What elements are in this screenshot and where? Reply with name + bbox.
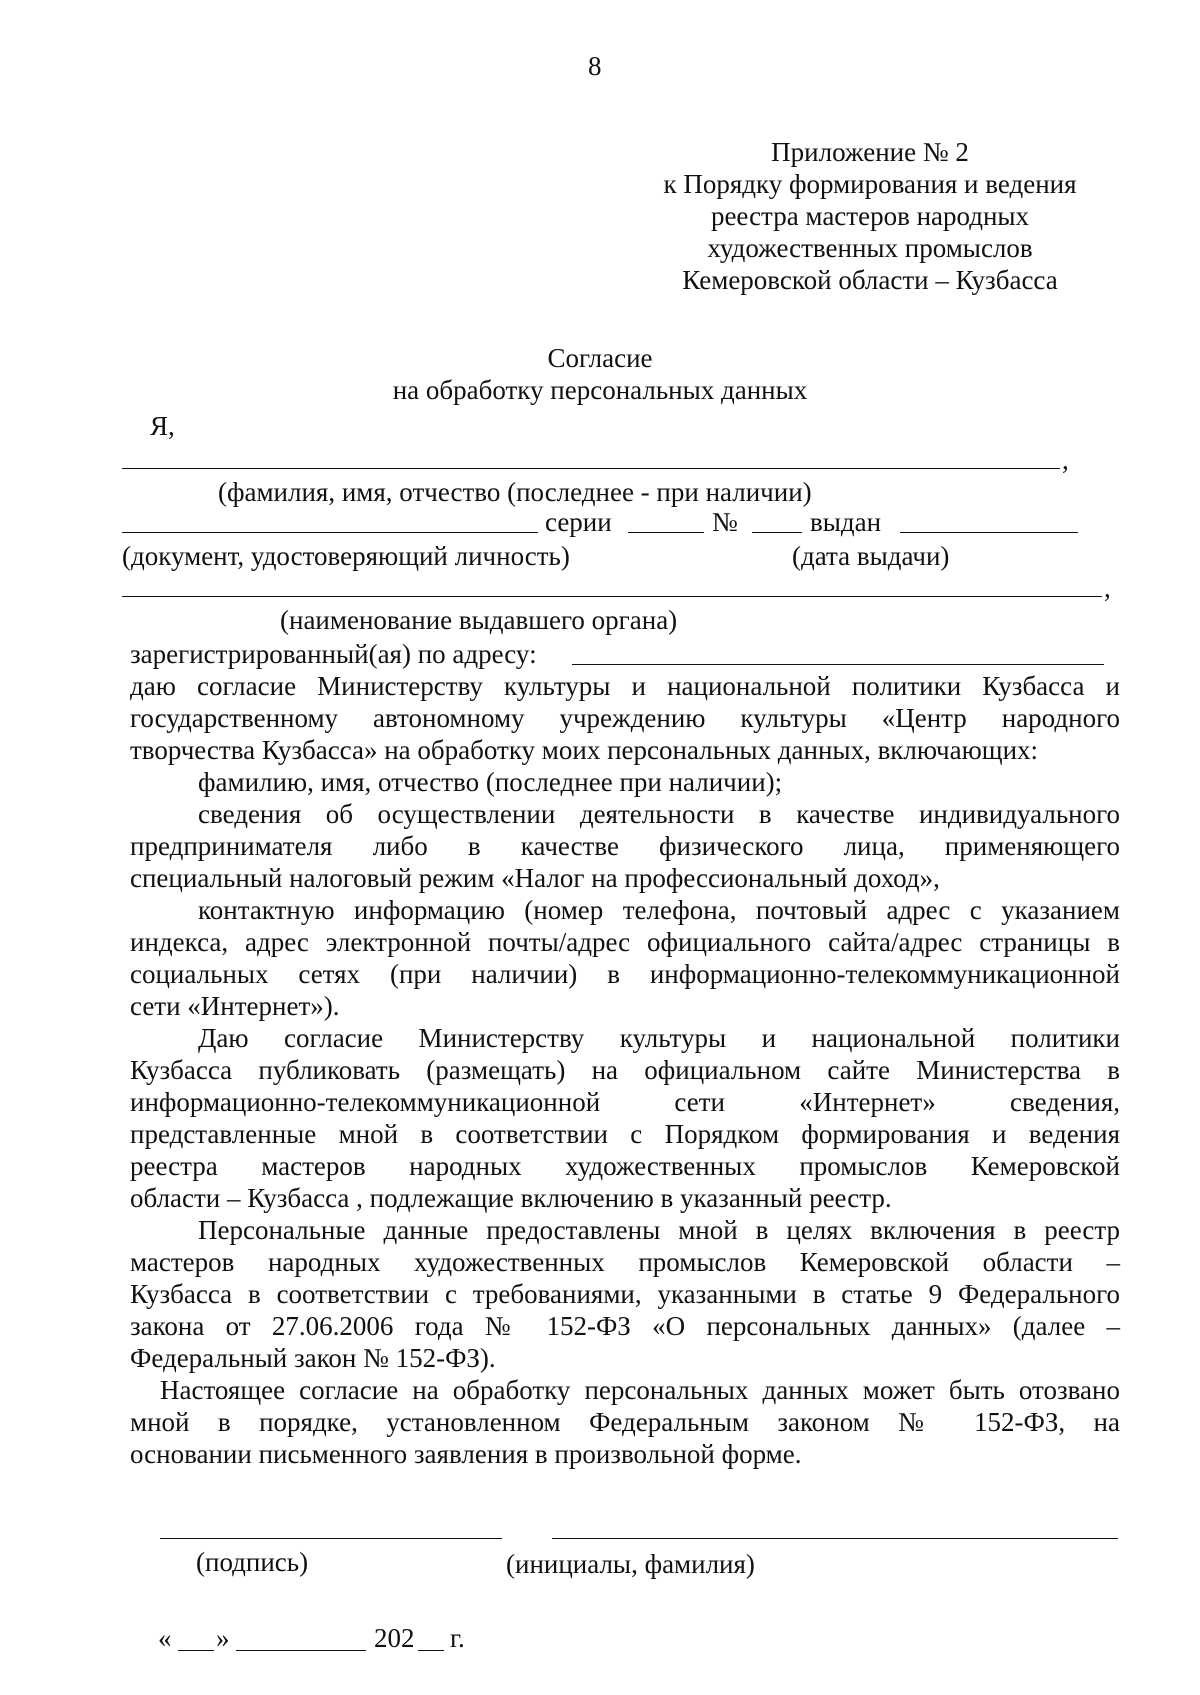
paragraph-line: Настоящее согласие на обработку персональных данных может быть отозвано	[160, 1375, 1120, 1405]
series-field-line[interactable]	[628, 532, 704, 533]
year-suffix: г.	[450, 1623, 465, 1653]
issuing-organ-field-line[interactable]	[122, 596, 1102, 597]
paragraph-line: представленные мной в соответствии с Порядком формирования и ведения	[130, 1119, 1120, 1149]
list-item: индекса, адрес электронной почты/адрес официального сайта/адрес страницы в	[130, 927, 1120, 957]
title-line-1: Согласие	[547, 343, 653, 373]
appendix-line: художественных промыслов	[707, 233, 1033, 263]
paragraph-line: основании письменного заявления в произвольной форме.	[130, 1439, 802, 1469]
year-field-line[interactable]	[418, 1650, 444, 1651]
page-number: 8	[588, 51, 602, 81]
list-item: контактную информацию (номер телефона, почтовый адрес с указанием	[198, 895, 1120, 925]
appendix-line: реестра мастеров народных	[710, 201, 1030, 231]
paragraph-line: Кузбасса публиковать (размещать) на официальном сайте Министерства в	[130, 1055, 1120, 1085]
paragraph-line: информационно-телекоммуникационной сети «Интернет» сведения,	[130, 1087, 1120, 1117]
name-caption: (инициалы, фамилия)	[506, 1549, 755, 1579]
signature-caption: (подпись)	[196, 1547, 309, 1577]
number-label: №	[712, 507, 738, 537]
list-item: специальный налоговый режим «Налог на профессиональный доход»,	[130, 863, 940, 893]
list-item: фамилию, имя, отчество (последнее при наличии);	[198, 767, 783, 797]
fio-field-line[interactable]	[122, 468, 1060, 469]
name-field-line[interactable]	[552, 1538, 1118, 1539]
document-caption: (документ, удостоверяющий личность)	[122, 541, 570, 571]
list-item: сведения об осуществлении деятельности в качестве индивидуального	[198, 799, 1120, 829]
address-label: зарегистрированный(ая) по адресу:	[130, 639, 537, 669]
paragraph-line: даю согласие Министерству культуры и национальной политики Кузбасса и	[130, 671, 1120, 701]
paragraph-line: Кузбасса в соответствии с требованиями, указанными в статье 9 Федерального	[130, 1279, 1120, 1309]
paragraph-line: мастеров народных художественных промыслов Кемеровской области –	[130, 1247, 1120, 1277]
fio-caption: (фамилия, имя, отчество (последнее - при наличии)	[218, 477, 812, 507]
series-label: серии	[545, 507, 612, 537]
title-line-2: на обработку персональных данных	[392, 375, 808, 405]
paragraph-line: Персональные данные предоставлены мной в целях включения в реестр	[198, 1215, 1120, 1245]
signature-field-line[interactable]	[160, 1538, 502, 1539]
date-close-quote: »	[216, 1623, 230, 1653]
address-field-line[interactable]	[572, 664, 1104, 665]
document-title	[300, 342, 900, 406]
issuing-organ-caption: (наименование выдавшего органа)	[280, 605, 678, 635]
i-label: Я,	[150, 411, 175, 441]
year-prefix: 202	[374, 1623, 415, 1653]
document-field-line[interactable]	[122, 532, 538, 533]
date-open-quote: «	[158, 1623, 172, 1653]
paragraph-line: творчества Кузбасса» на обработку моих персональных данных, включающих:	[130, 735, 1039, 765]
day-field-line[interactable]	[178, 1650, 214, 1651]
list-item: социальных сетях (при наличии) в информационно-телекоммуникационной	[130, 959, 1120, 989]
issue-date-field-line[interactable]	[900, 532, 1078, 533]
paragraph-line: области – Кузбасса , подлежащие включению в указанный реестр.	[130, 1183, 892, 1213]
appendix-header	[640, 136, 1100, 296]
appendix-line: Кемеровской области – Кузбасса	[682, 265, 1058, 295]
appendix-line: к Порядку формирования и ведения	[663, 169, 1077, 199]
paragraph-line: мной в порядке, установленном Федеральным законом № 152-ФЗ, на	[130, 1407, 1120, 1437]
issued-label: выдан	[810, 507, 882, 537]
appendix-line: Приложение № 2	[771, 137, 969, 167]
issue-date-caption: (дата выдачи)	[792, 541, 950, 571]
fio-comma: ,	[1062, 445, 1069, 475]
paragraph-line: реестра мастеров народных художественных промыслов Кемеровской	[130, 1151, 1120, 1181]
list-item: сети «Интернет»).	[130, 991, 340, 1021]
month-field-line[interactable]	[236, 1650, 366, 1651]
paragraph-line: закона от 27.06.2006 года № 152-ФЗ «О персональных данных» (далее –	[130, 1311, 1120, 1341]
list-item: предпринимателя либо в качестве физического лица, применяющего	[130, 831, 1120, 861]
paragraph-line: Даю согласие Министерству культуры и национальной политики	[198, 1023, 1120, 1053]
organ-comma: ,	[1104, 573, 1111, 603]
number-field-line[interactable]	[752, 532, 802, 533]
body-text	[130, 670, 1120, 1470]
paragraph-line: Федеральный закон № 152-ФЗ).	[130, 1343, 496, 1373]
paragraph-line: государственному автономному учреждению культуры «Центр народного	[130, 703, 1120, 733]
